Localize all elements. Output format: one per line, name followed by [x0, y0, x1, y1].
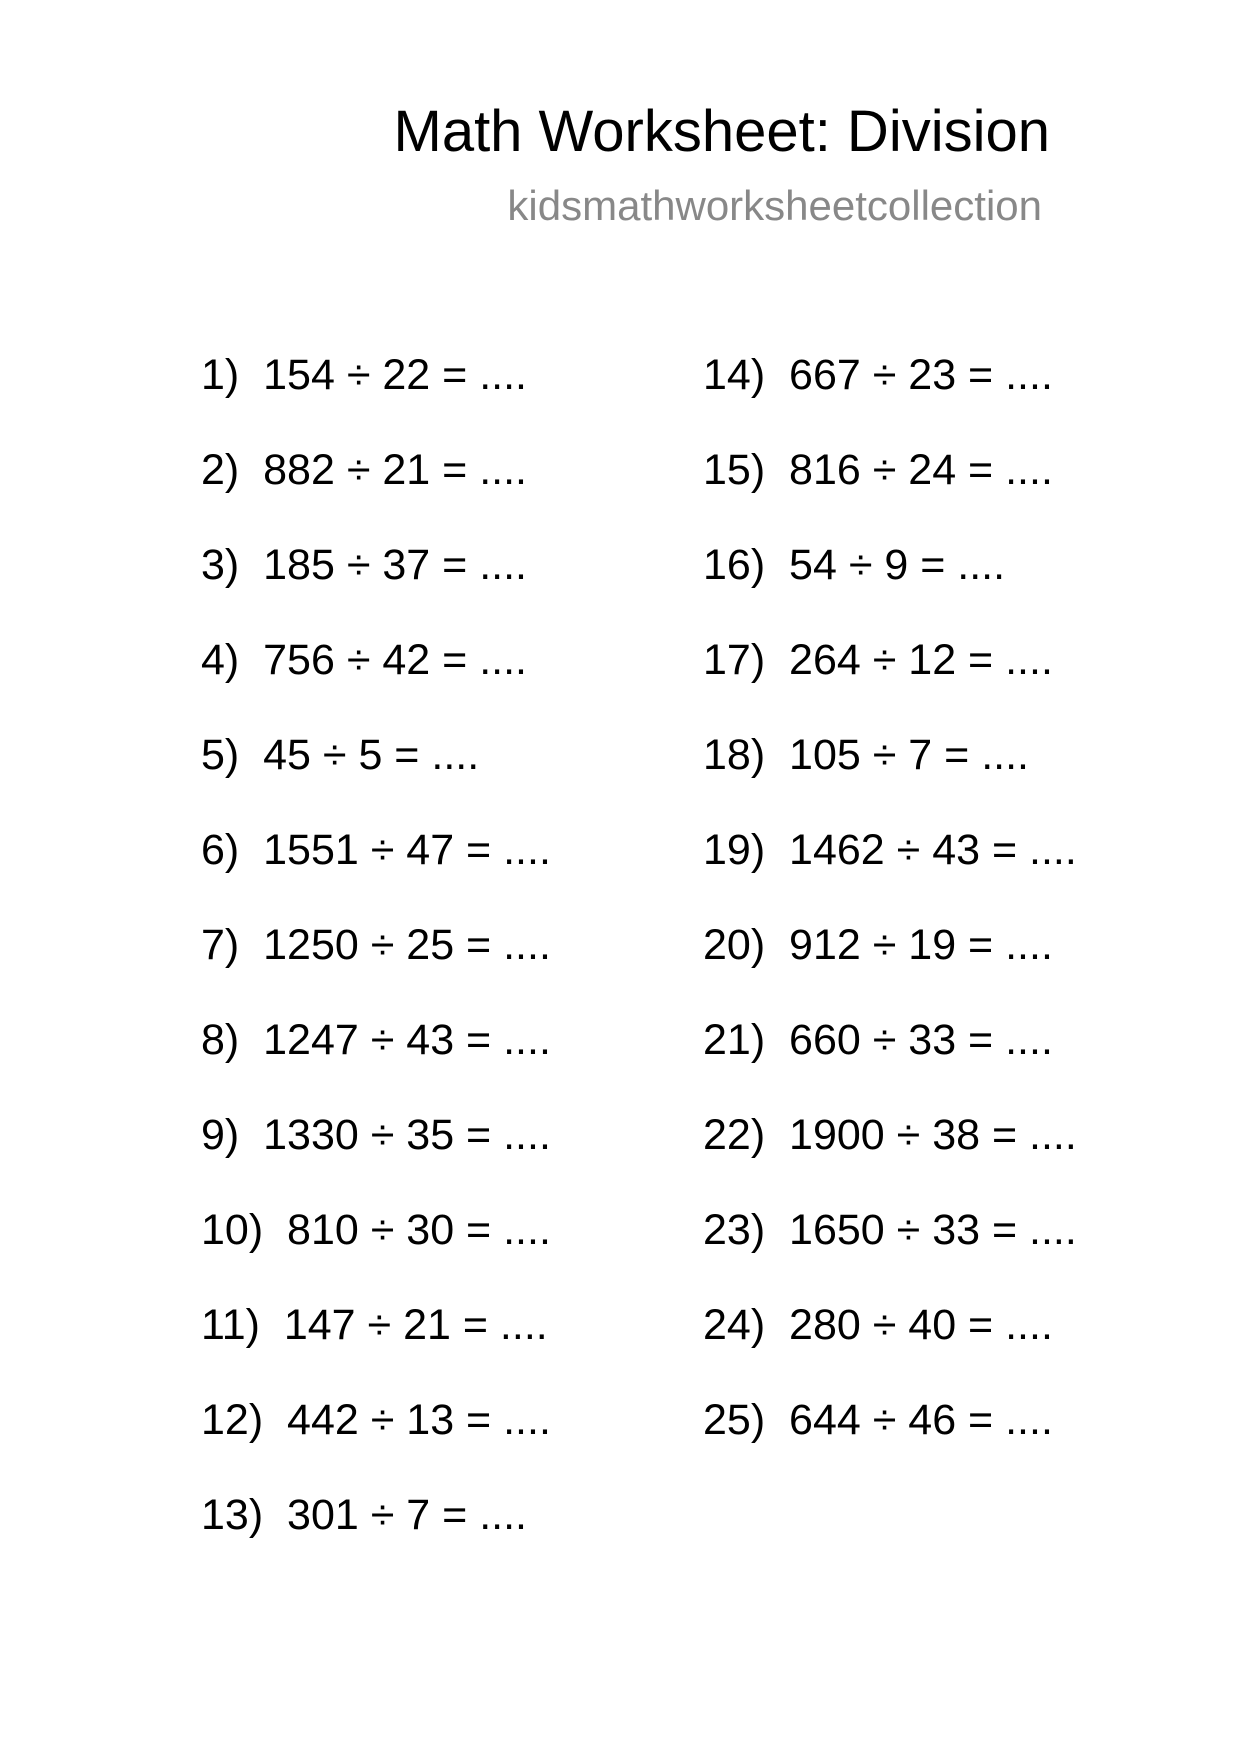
- problem-item: 2) 882 ÷ 21 = ....: [201, 446, 527, 494]
- problem-item: 1) 154 ÷ 22 = ....: [201, 351, 527, 399]
- problem-item: 8) 1247 ÷ 43 = ....: [201, 1016, 551, 1064]
- problem-item: 9) 1330 ÷ 35 = ....: [201, 1111, 551, 1159]
- problem-item: 22) 1900 ÷ 38 = ....: [703, 1111, 1077, 1159]
- problem-item: 20) 912 ÷ 19 = ....: [703, 921, 1053, 969]
- problem-item: 21) 660 ÷ 33 = ....: [703, 1016, 1053, 1064]
- worksheet-title: Math Worksheet: Division: [393, 99, 1050, 164]
- problem-column-right: [703, 345, 1077, 1485]
- problem-item: 11) 147 ÷ 21 = ....: [201, 1301, 548, 1349]
- problem-item: 13) 301 ÷ 7 = ....: [201, 1491, 527, 1539]
- problem-item: 6) 1551 ÷ 47 = ....: [201, 826, 551, 874]
- problem-item: 12) 442 ÷ 13 = ....: [201, 1396, 551, 1444]
- problem-item: 17) 264 ÷ 12 = ....: [703, 636, 1053, 684]
- problem-item: 25) 644 ÷ 46 = ....: [703, 1396, 1053, 1444]
- problem-item: 18) 105 ÷ 7 = ....: [703, 731, 1029, 779]
- problem-item: 23) 1650 ÷ 33 = ....: [703, 1206, 1077, 1254]
- problem-item: 4) 756 ÷ 42 = ....: [201, 636, 527, 684]
- problem-item: 14) 667 ÷ 23 = ....: [703, 351, 1053, 399]
- problem-item: 19) 1462 ÷ 43 = ....: [703, 826, 1077, 874]
- problem-item: 5) 45 ÷ 5 = ....: [201, 731, 480, 779]
- problem-item: 24) 280 ÷ 40 = ....: [703, 1301, 1053, 1349]
- problem-item: 10) 810 ÷ 30 = ....: [201, 1206, 551, 1254]
- problem-column-left: [201, 345, 551, 1580]
- problem-item: 15) 816 ÷ 24 = ....: [703, 446, 1053, 494]
- problem-item: 3) 185 ÷ 37 = ....: [201, 541, 527, 589]
- problem-item: 7) 1250 ÷ 25 = ....: [201, 921, 551, 969]
- worksheet-subtitle: kidsmathworksheetcollection: [507, 182, 1042, 229]
- problem-item: 16) 54 ÷ 9 = ....: [703, 541, 1006, 589]
